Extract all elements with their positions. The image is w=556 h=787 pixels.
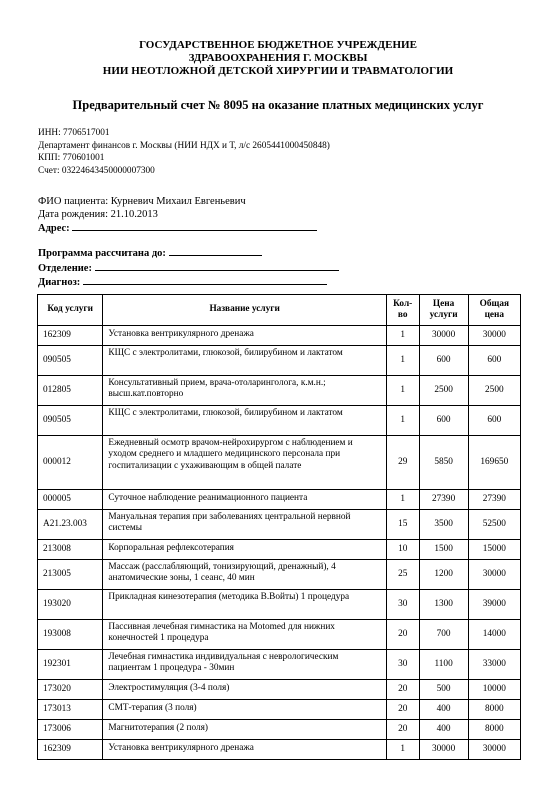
cell-price: 5850	[419, 436, 468, 490]
cell-price: 500	[419, 680, 468, 700]
calculated-blank-line	[169, 246, 262, 256]
cell-total: 10000	[468, 680, 520, 700]
requisites-block	[38, 127, 330, 177]
cell-name: Электростимуляция (3-4 поля)	[103, 680, 386, 700]
patient-dob: Дата рождения: 21.10.2013	[38, 208, 158, 220]
table-row	[38, 650, 521, 680]
cell-price: 1300	[419, 590, 468, 620]
cell-price: 2500	[419, 376, 468, 406]
program-block	[38, 246, 339, 290]
patient-block	[38, 196, 317, 236]
cell-price: 600	[419, 346, 468, 376]
table-row	[38, 510, 521, 540]
cell-price: 400	[419, 700, 468, 720]
cell-total: 33000	[468, 650, 520, 680]
department-line: Департамент финансов г. Москвы (НИИ НДХ и Т, л/с 2605441000450848)	[38, 140, 330, 151]
cell-qty: 1	[386, 406, 419, 436]
diagnosis-blank-line	[83, 275, 327, 285]
cell-qty: 20	[386, 720, 419, 740]
table-row	[38, 700, 521, 720]
table-row	[38, 436, 521, 490]
department-label: Отделение:	[38, 262, 92, 274]
table-row	[38, 326, 521, 346]
calculated-label: Программа рассчитана до:	[38, 248, 166, 259]
table-row	[38, 376, 521, 406]
program-diagnosis-row	[38, 275, 339, 290]
table-row	[38, 740, 521, 760]
program-department-row	[38, 261, 339, 276]
cell-qty: 20	[386, 700, 419, 720]
cell-qty: 1	[386, 376, 419, 406]
org-line-1: ГОСУДАРСТВЕННОЕ БЮДЖЕТНОЕ УЧРЕЖДЕНИЕ	[139, 39, 417, 51]
cell-price: 1500	[419, 540, 468, 560]
patient-address-row	[38, 221, 317, 236]
cell-qty: 20	[386, 680, 419, 700]
header-name: Название услуги	[103, 295, 386, 326]
cell-total: 600	[468, 346, 520, 376]
cell-code: 173013	[38, 700, 103, 720]
document-title: Предварительный счет № 8095 на оказание платных медицинских услуг	[72, 98, 484, 112]
department-blank-line	[95, 261, 339, 271]
cell-qty: 1	[386, 346, 419, 376]
cell-total: 15000	[468, 540, 520, 560]
cell-qty: 30	[386, 650, 419, 680]
table-row	[38, 620, 521, 650]
cell-name: Установка вентрикулярного дренажа	[103, 740, 386, 760]
cell-qty: 10	[386, 540, 419, 560]
cell-price: 27390	[419, 490, 468, 510]
cell-total: 169650	[468, 436, 520, 490]
inn-line: ИНН: 7706517001	[38, 128, 110, 138]
table-row	[38, 720, 521, 740]
cell-total: 27390	[468, 490, 520, 510]
cell-name: Прикладная кинезотерапия (методика В.Войты) 1 процедура	[103, 590, 386, 620]
address-blank-line	[72, 221, 317, 231]
cell-code: 162309	[38, 326, 103, 346]
cell-qty: 1	[386, 326, 419, 346]
cell-total: 8000	[468, 700, 520, 720]
cell-code: 193020	[38, 590, 103, 620]
services-table-body	[38, 326, 521, 760]
table-row	[38, 680, 521, 700]
cell-price: 3500	[419, 510, 468, 540]
cell-total: 30000	[468, 326, 520, 346]
cell-code: 192301	[38, 650, 103, 680]
cell-price: 700	[419, 620, 468, 650]
table-row	[38, 540, 521, 560]
cell-name: Массаж (расслабляющий, тонизирующий, дренажный), 4 анатомические зоны, 1 сеанс, 40 мин	[103, 560, 386, 590]
cell-qty: 1	[386, 740, 419, 760]
cell-name: КЩС с электролитами, глюкозой, билирубином и лактатом	[103, 346, 386, 376]
cell-total: 8000	[468, 720, 520, 740]
cell-code: 000005	[38, 490, 103, 510]
org-line-2: ЗДРАВООХРАНЕНИЯ Г. МОСКВЫ	[188, 52, 368, 64]
cell-name: Магнитотерапия (2 поля)	[103, 720, 386, 740]
table-row	[38, 490, 521, 510]
address-label: Адрес:	[38, 223, 70, 235]
cell-code: 090505	[38, 406, 103, 436]
cell-price: 400	[419, 720, 468, 740]
diagnosis-label: Диагноз:	[38, 277, 81, 289]
cell-code: 090505	[38, 346, 103, 376]
header-total: Общая цена	[468, 295, 520, 326]
cell-price: 30000	[419, 740, 468, 760]
table-header-row	[38, 295, 521, 326]
cell-total: 39000	[468, 590, 520, 620]
services-table	[37, 294, 521, 760]
kpp-line: КПП: 770601001	[38, 153, 105, 164]
cell-price: 600	[419, 406, 468, 436]
cell-code: 173006	[38, 720, 103, 740]
table-row	[38, 346, 521, 376]
table-row	[38, 406, 521, 436]
cell-name: Мануальная терапия при заболеваниях центральной нервной системы	[103, 510, 386, 540]
table-row	[38, 590, 521, 620]
cell-code: 000012	[38, 436, 103, 490]
table-row	[38, 560, 521, 590]
cell-total: 30000	[468, 560, 520, 590]
cell-qty: 30	[386, 590, 419, 620]
cell-price: 1200	[419, 560, 468, 590]
org-line-3: НИИ НЕОТЛОЖНОЙ ДЕТСКОЙ ХИРУРГИИ И ТРАВМАТОЛОГИИ	[102, 65, 454, 77]
account-line: Счет: 03224643450000007300	[38, 165, 155, 176]
cell-qty: 20	[386, 620, 419, 650]
cell-name: КЩС с электролитами, глюкозой, билирубином и лактатом	[103, 406, 386, 436]
cell-qty: 1	[386, 490, 419, 510]
cell-qty: 29	[386, 436, 419, 490]
cell-code: 213005	[38, 560, 103, 590]
header-qty: Кол-во	[386, 295, 419, 326]
cell-qty: 25	[386, 560, 419, 590]
cell-price: 30000	[419, 326, 468, 346]
cell-price: 1100	[419, 650, 468, 680]
cell-name: Пассивная лечебная гимнастика на Motomed для нижних конечностей 1 процедура	[103, 620, 386, 650]
cell-code: 173020	[38, 680, 103, 700]
cell-name: Корпоральная рефлексотерапия	[103, 540, 386, 560]
cell-code: 012805	[38, 376, 103, 406]
cell-total: 2500	[468, 376, 520, 406]
header-code: Код услуги	[38, 295, 103, 326]
cell-name: Лечебная гимнастика индивидуальная с неврологическим пациентам 1 процедура - 30мин	[103, 650, 386, 680]
cell-total: 14000	[468, 620, 520, 650]
cell-code: 162309	[38, 740, 103, 760]
cell-name: СМТ-терапия (3 поля)	[103, 700, 386, 720]
cell-total: 30000	[468, 740, 520, 760]
cell-code: 193008	[38, 620, 103, 650]
cell-name: Суточное наблюдение реанимационного пациента	[103, 490, 386, 510]
organization-header	[0, 39, 556, 78]
cell-code: 213008	[38, 540, 103, 560]
cell-total: 600	[468, 406, 520, 436]
cell-total: 52500	[468, 510, 520, 540]
cell-code: A21.23.003	[38, 510, 103, 540]
program-calculated-row	[38, 246, 339, 261]
cell-name: Ежедневный осмотр врачом-нейрохирургом с наблюдением и уходом среднего и младшего медицинского персонала при госпитализации с ухаживающим в общей палате	[103, 436, 386, 490]
patient-fio: ФИО пациента: Курневич Михаил Евгеньевич	[38, 196, 246, 207]
header-price: Цена услуги	[419, 295, 468, 326]
cell-name: Установка вентрикулярного дренажа	[103, 326, 386, 346]
cell-qty: 15	[386, 510, 419, 540]
cell-name: Консультативный прием, врача-отоларинголога, к.м.н.; высш.кат.повторно	[103, 376, 386, 406]
